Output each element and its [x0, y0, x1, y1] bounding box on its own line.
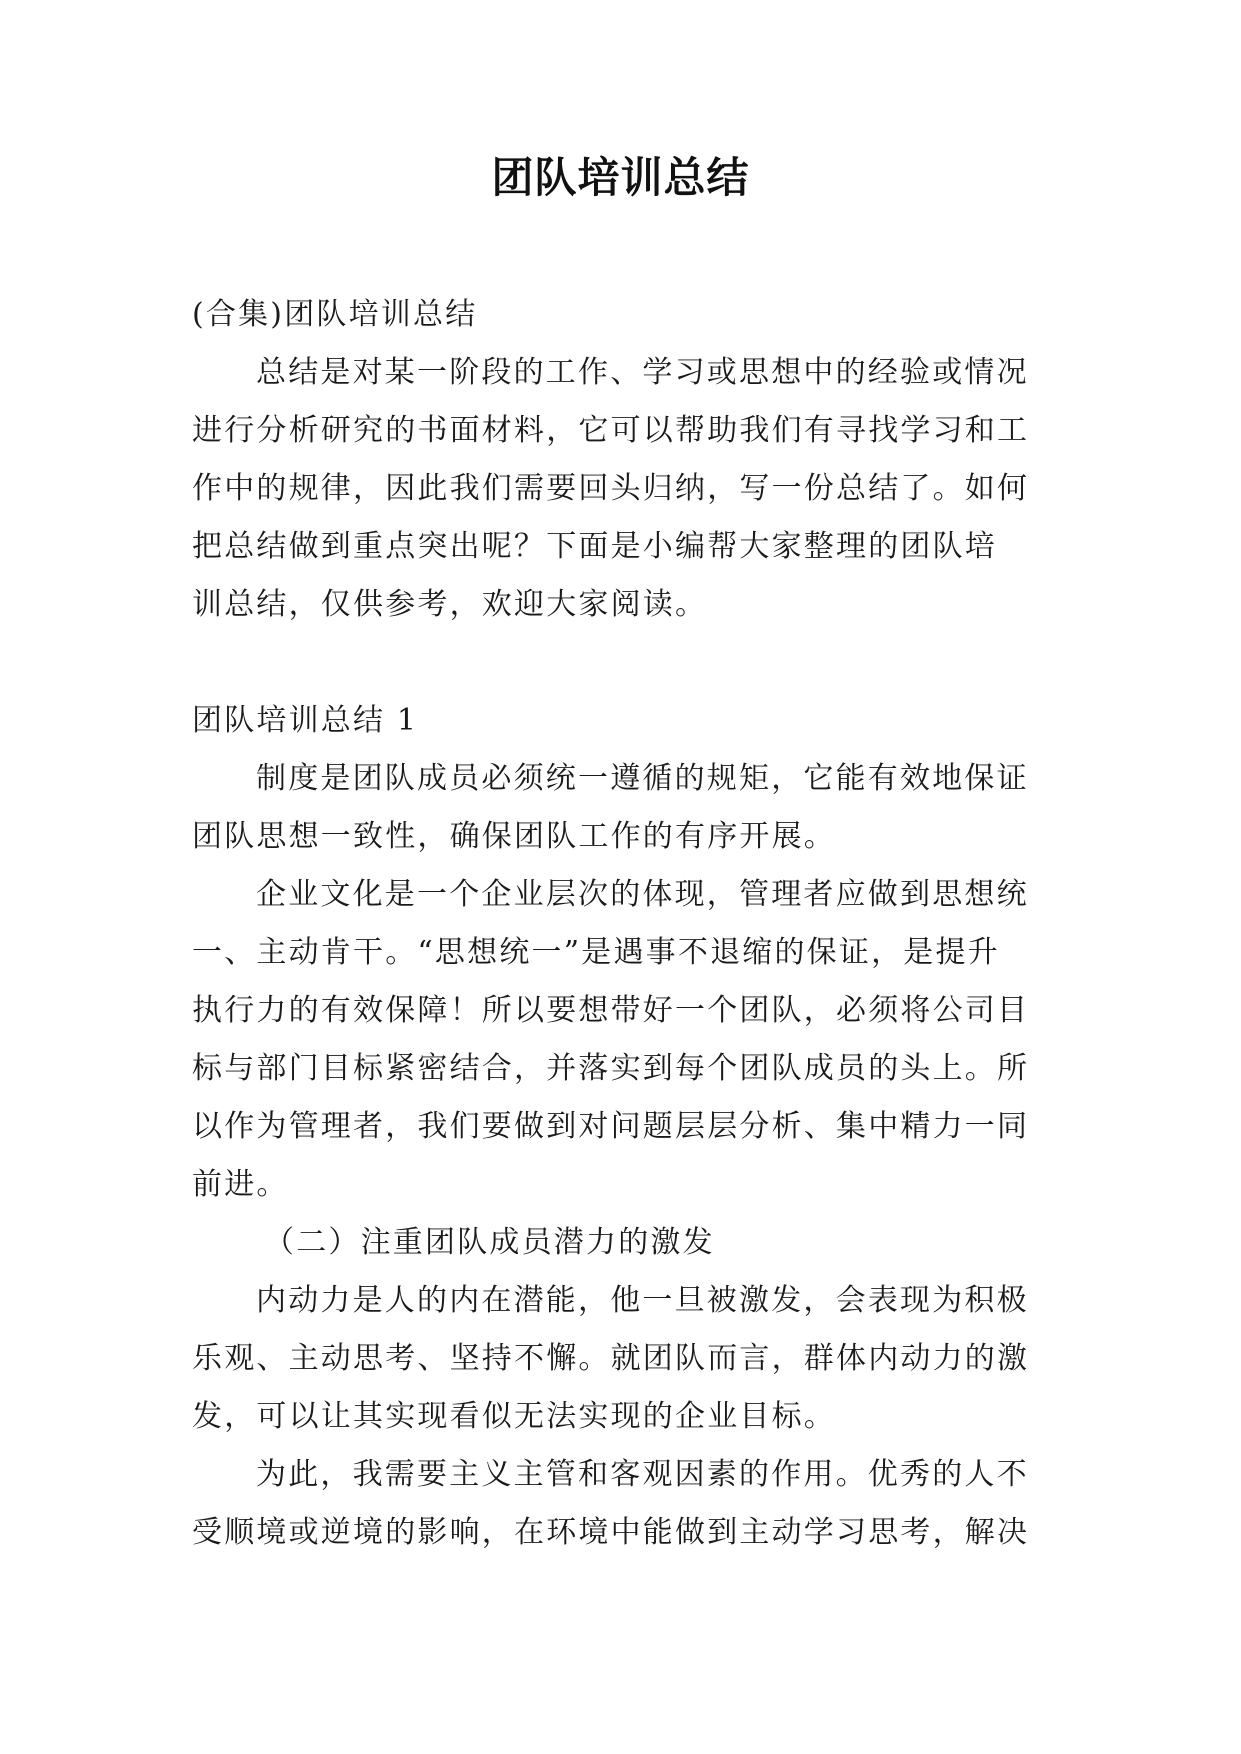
intro-line-5: 训总结，仅供参考，欢迎大家阅读。 — [192, 587, 708, 622]
motivation-line-3: 发，可以让其实现看似无法实现的企业目标。 — [192, 1399, 836, 1434]
motivation-line-1: 内动力是人的内在潜能，他一旦被激发，会表现为积极 — [256, 1283, 1029, 1318]
subsection-heading: （二）注重团队成员潜力的激发 — [264, 1225, 715, 1260]
rules-line-2: 团队思想一致性，确保团队工作的有序开展。 — [192, 819, 836, 854]
intro-line-2: 进行分析研究的书面材料，它可以帮助我们有寻找学习和工 — [192, 413, 1030, 448]
culture-line-6: 前进。 — [192, 1167, 289, 1202]
rules-line-1: 制度是团队成员必须统一遵循的规矩，它能有效地保证 — [256, 761, 1029, 796]
factors-line-1: 为此，我需要主义主管和客观因素的作用。优秀的人不 — [256, 1457, 1029, 1492]
intro-line-1: 总结是对某一阶段的工作、学习或思想中的经验或情况 — [256, 355, 1029, 390]
culture-line-5: 以作为管理者，我们要做到对问题层层分析、集中精力一同 — [192, 1109, 1030, 1144]
culture-line-3: 执行力的有效保障！所以要想带好一个团队，必须将公司目 — [192, 993, 1030, 1028]
culture-line-4: 标与部门目标紧密结合，并落实到每个团队成员的头上。所 — [192, 1051, 1030, 1086]
factors-line-2: 受顺境或逆境的影响，在环境中能做到主动学习思考，解决 — [192, 1515, 1030, 1550]
intro-line-4: 把总结做到重点突出呢？下面是小编帮大家整理的团队培 — [192, 529, 997, 564]
intro-line-3: 作中的规律，因此我们需要回头归纳，写一份总结了。如何 — [192, 471, 1030, 506]
document-title: 团队培训总结 — [491, 153, 750, 202]
motivation-line-2: 乐观、主动思考、坚持不懈。就团队而言，群体内动力的激 — [192, 1341, 1030, 1376]
paragraph-spacer — [192, 634, 1052, 692]
culture-line-1: 企业文化是一个企业层次的体现，管理者应做到思想统 — [256, 877, 1029, 912]
section-heading: 团队培训总结 1 — [192, 703, 419, 738]
collection-heading: (合集)团队培训总结 — [192, 297, 478, 332]
document-body — [192, 286, 1052, 1562]
culture-line-2: 一、主动肯干。“思想统一”是遇事不退缩的保证，是提升 — [192, 935, 1000, 970]
